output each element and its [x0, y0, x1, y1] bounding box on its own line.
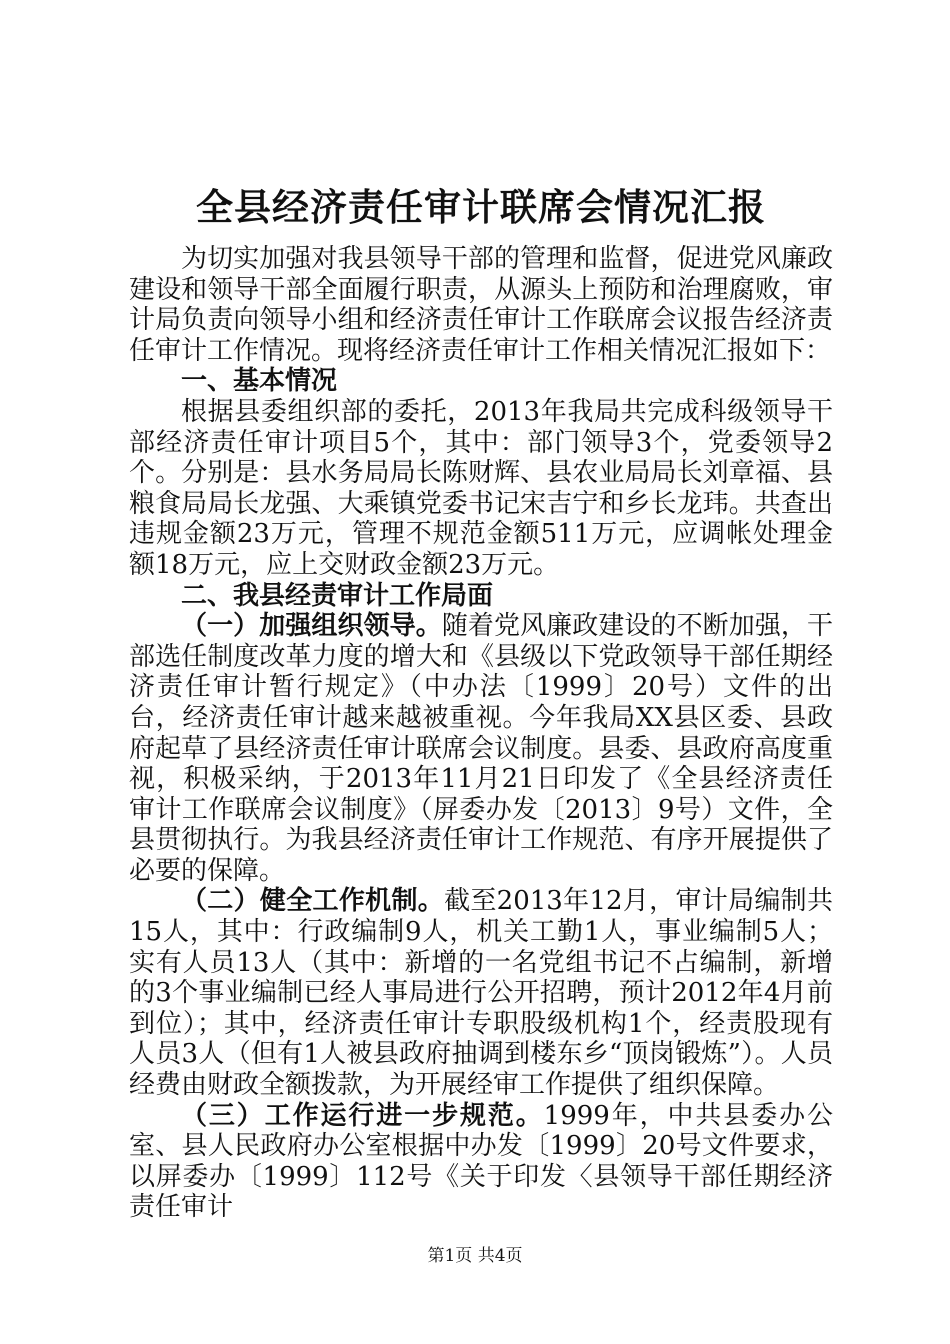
section-heading-audit-work: 二、我县经责审计工作局面	[181, 580, 494, 611]
page-number-footer: 第1页 共4页	[427, 1246, 523, 1266]
subsection-label: （一）加强组织领导。	[181, 611, 442, 642]
subsection-label: （三）工作运行进一步规范。	[181, 1100, 544, 1131]
section-heading-basic-situation: 一、基本情况	[181, 366, 338, 397]
subsection-body: 截至2013年12月，审计局编制共15人，其中：行政编制9人，机关工勤1人，事业编制5人；实有人员13人（其中：新增的一名党组书记不占编制，新增的3个事业编制已经人事局进行公开招聘，预计2012年4月前到位）；其中，经济责任审计专职股级机构1个，经责股现有人员3人（但有1人被县政府抽调到楼东乡“顶岗锻炼”）。人员经费由财政全额拨款，为开展经审工作提供了组织保障。	[129, 886, 833, 1101]
subsection-body: 随着党风廉政建设的不断加强，干部选任制度改革力度的增大和《县级以下党政领导干部任期经济责任审计暂行规定》（中办法〔1999〕20号）文件的出台，经济责任审计越来越被重视。今年我局XX县区委、县政府起草了县经济责任审计联席会议制度。县委、县政府高度重视，积极采纳，于2013年11月21日印发了《全县经济责任审计工作联席会议制度》（屏委办发〔2013〕9号）文件，全县贯彻执行。为我县经济责任审计工作规范、有序开展提供了必要的保障。	[129, 611, 833, 886]
subsection-work-mechanism	[129, 886, 833, 1100]
section-body-basic-situation: 根据县委组织部的委托，2013年我局共完成科级领导干部经济责任审计项目5个，其中：部门领导3个，党委领导2个。分别是：县水务局局长陈财辉、县农业局局长刘章福、县粮食局局长龙强、大乘镇党委书记宋吉宁和乡长龙玮。共查出违规金额23万元，管理不规范金额511万元，应调帐处理金额18万元，应上交财政金额23万元。	[129, 396, 833, 580]
subsection-label: （二）健全工作机制。	[181, 886, 445, 917]
subsection-body: 1999年，中共县委办公室、县人民政府办公室根据中办发〔1999〕20号文件要求，以屏委办〔1999〕112号《关于印发〈县领导干部任期经济责任审计	[129, 1100, 833, 1223]
document-title: 全县经济责任审计联席会情况汇报	[196, 186, 766, 229]
subsection-work-operation	[129, 1101, 833, 1223]
intro-paragraph: 为切实加强对我县领导干部的管理和监督，促进党风廉政建设和领导干部全面履行职责，从源头上预防和治理腐败，审计局负责向领导小组和经济责任审计工作联席会议报告经济责任审计工作情况。现将经济责任审计工作相关情况汇报如下：	[129, 244, 833, 366]
subsection-organization-leadership	[129, 611, 833, 886]
document-page	[129, 180, 833, 1223]
